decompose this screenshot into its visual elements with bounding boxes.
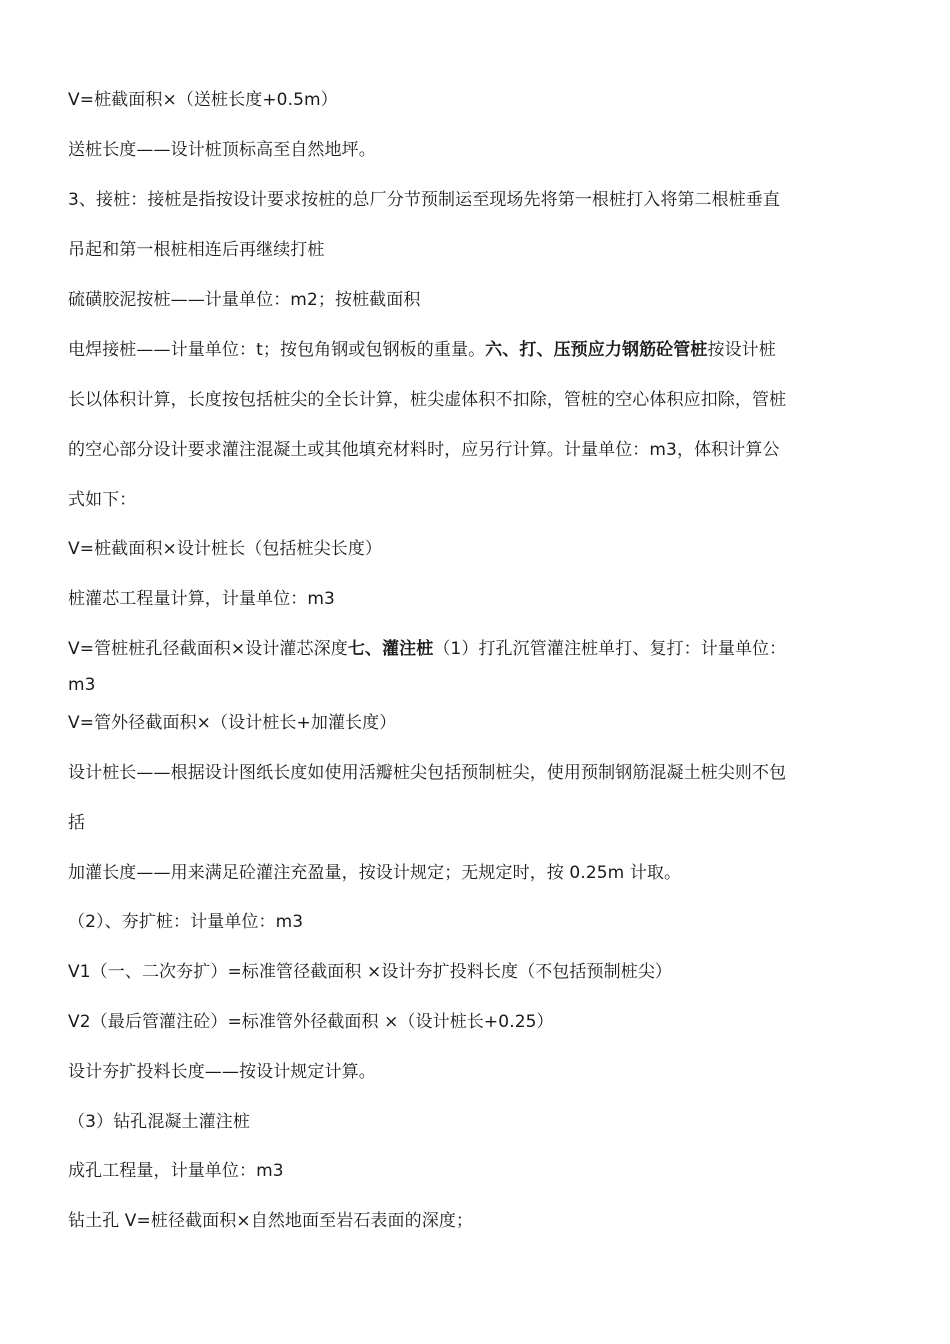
- text-line: 加灌长度——用来满足砼灌注充盈量，按设计规定；无规定时，按 0.25m 计取。: [68, 863, 682, 883]
- text-line: [68, 638, 786, 660]
- text-line: 成孔工程量，计量单位：m3: [68, 1161, 284, 1181]
- text-line: 硫磺胶泥按桩——计量单位：m2；按桩截面积: [68, 290, 421, 310]
- text-line: 送桩长度——设计桩顶标高至自然地坪。: [68, 140, 376, 160]
- text-line: 设计夯扩投料长度——按设计规定计算。: [68, 1062, 376, 1082]
- formula-line: 钻土孔 V=桩径截面积×自然地面至岩石表面的深度；: [68, 1211, 474, 1231]
- text-line: 3、接桩：接桩是指按设计要求按桩的总厂分节预制运至现场先将第一根桩打入将第二根桩垂直: [68, 190, 781, 210]
- text-line: 桩灌芯工程量计算，计量单位：m3: [68, 589, 335, 609]
- text-line: （3）钻孔混凝土灌注桩: [68, 1112, 250, 1132]
- formula-line: V=桩截面积×（送桩长度+0.5m）: [68, 90, 338, 110]
- formula-line: V1（一、二次夯扩）=标准管径截面积 ×设计夯扩投料长度（不包括预制桩尖）: [68, 962, 673, 982]
- text-line: 设计桩长——根据设计图纸长度如使用活瓣桩尖包括预制桩尖，使用预制钢筋混凝土桩尖则不包: [68, 763, 787, 783]
- text-line: 括: [68, 813, 86, 833]
- text-segment: 电焊接桩——计量单位：t；按包角钢或包钢板的重量。: [68, 340, 486, 360]
- text-line: 的空心部分设计要求灌注混凝土或其他填充材料时，应另行计算。计量单位：m3，体积计算公: [68, 440, 780, 460]
- section-heading: 七、灌注桩: [347, 639, 434, 659]
- text-line: 式如下：: [68, 490, 137, 510]
- formula-line: V=桩截面积×设计桩长（包括桩尖长度）: [68, 539, 383, 559]
- formula-line: V=管外径截面积×（设计桩长+加灌长度）: [68, 713, 397, 733]
- text-line: （2）、夯扩桩：计量单位：m3: [68, 912, 304, 932]
- formula-line: V2（最后管灌注砼）=标准管外径截面积 ×（设计桩长+0.25）: [68, 1012, 554, 1032]
- text-segment: V=管桩桩孔径截面积×设计灌芯深度: [68, 639, 348, 659]
- text-segment: 按设计桩: [707, 340, 776, 360]
- text-line: m3: [68, 675, 96, 695]
- text-line: 长以体积计算，长度按包括桩尖的全长计算，桩尖虚体积不扣除，管桩的空心体积应扣除，管桩: [68, 390, 787, 410]
- text-line: [68, 339, 776, 361]
- text-line: 吊起和第一根桩相连后再继续打桩: [68, 240, 325, 260]
- section-heading: 六、打、压预应力钢筋砼管桩: [485, 340, 708, 360]
- text-segment: （1）打孔沉管灌注桩单打、复打：计量单位：: [433, 639, 787, 659]
